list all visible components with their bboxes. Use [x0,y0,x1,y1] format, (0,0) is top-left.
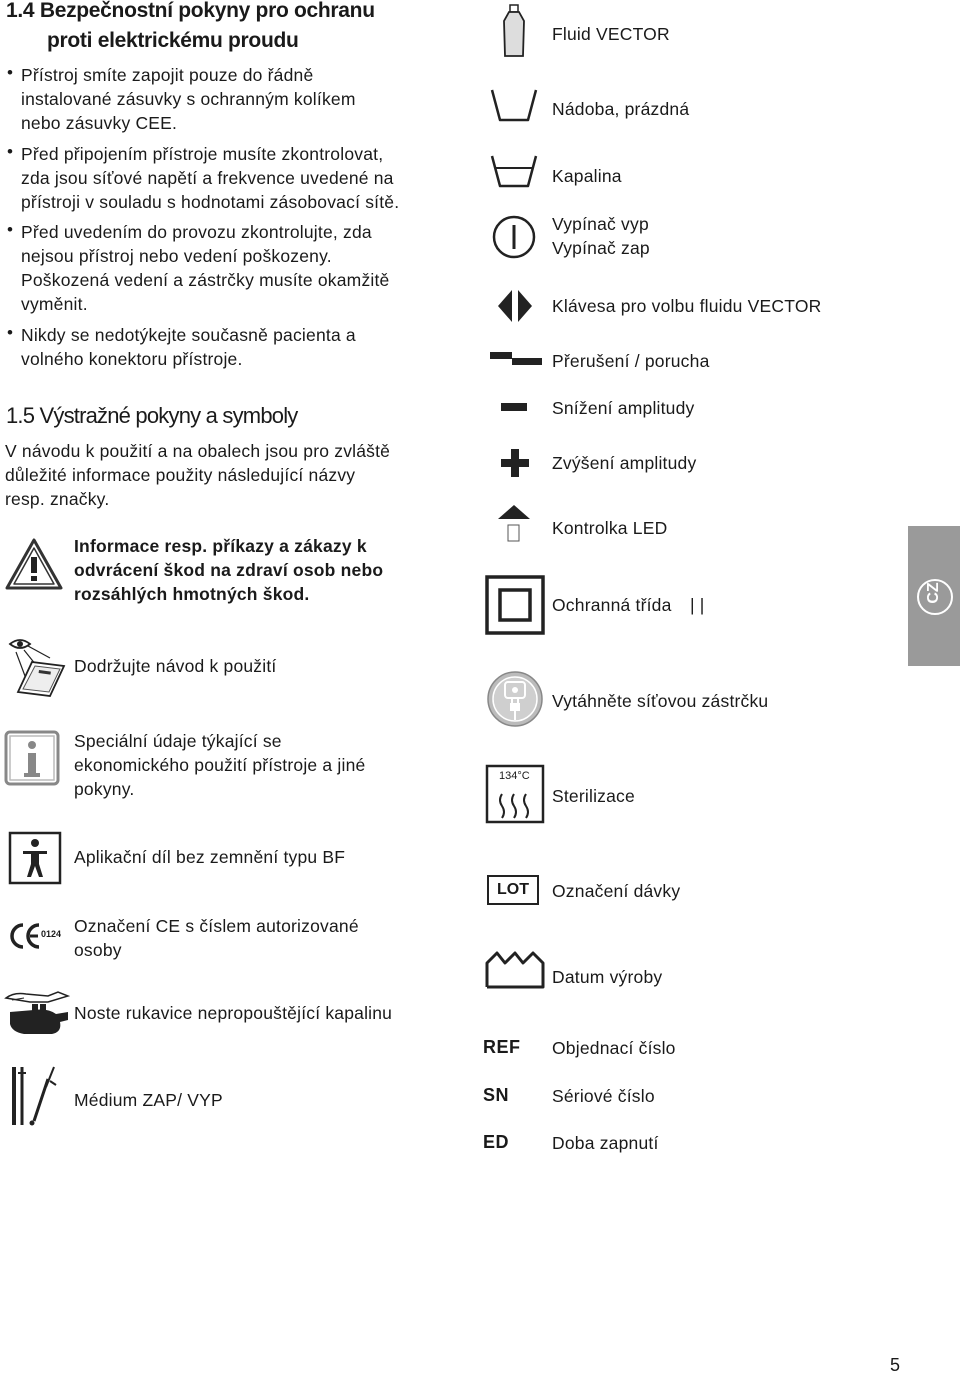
plus-icon [501,449,529,477]
medium-on-off-icon [8,1065,60,1127]
increase-text: Zvýšení amplitudy [552,453,697,473]
fluid-key-icon [496,288,534,324]
protection-class-mark: | | [690,595,705,615]
led-indicator-icon [494,503,534,545]
info-text: Speciální údaje týkající se ekonomického použití přístroje a jiné pokyny. [74,731,366,799]
fluid-bottle-icon [500,3,528,59]
ref-code: REF [483,1037,521,1057]
section-1-5-title: 1.5 Výstražné pokyny a symboly [6,403,298,428]
container-empty-icon [490,88,538,124]
unplug-text: Vytáhněte síťovou zástrčku [552,691,769,711]
warning-triangle-icon [4,537,64,591]
container-liquid-icon [490,154,538,190]
bf-applied-part-icon [8,831,62,885]
gloves-text: Noste rukavice nepropouštějící kapalinu [74,1003,393,1023]
bullet-dot: • [7,220,13,239]
protection-class-icon [485,575,545,635]
protection-class-text: Ochranná třída [552,595,672,615]
section-1-4-title: 1.4 Bezpečnostní pokyny pro ochranu [6,0,375,22]
power-switch-icon [490,213,538,261]
switch-text: Vypínač vyp Vypínač zap [552,214,650,258]
bullet-dot: • [7,142,13,161]
bullet-item: Před uvedením do provozu zkontrolujte, zda nejsou přístroj nebo vedení poškozeny. Poškozená vedení a zástrčky musíte okamžitě vyměnit. [21,222,390,314]
page-number: 5 [890,1355,901,1375]
info-icon [4,730,60,786]
manual-text: Dodržujte návod k použití [74,656,277,676]
bullet-dot: • [7,63,13,82]
language-tab-label: CZ [925,582,942,604]
section-1-5-intro: V návodu k použití a na obalech jsou pro zvláště důležité informace použity následující názvy resp. značky. [5,441,391,509]
container-liquid-text: Kapalina [552,166,622,186]
read-manual-icon [6,636,66,698]
bf-text: Aplikační díl bez zemnění typu BF [74,847,346,867]
manufacturing-date-icon [485,947,547,989]
sn-text: Sériové číslo [552,1086,655,1106]
bullet-item: Přístroj smíte zapojit pouze do řádně instalované zásuvky s ochranným kolíkem nebo zásuvky CEE. [21,65,356,133]
lot-text: Označení dávky [552,881,681,901]
lot-icon: LOT [487,875,539,905]
warning-text: Informace resp. příkazy a zákazy k odvrácení škod na zdraví osob nebo rozsáhlých hmotných škod. [74,536,384,604]
fluid-key-text: Klávesa pro volbu fluidu VECTOR [552,296,822,316]
bullet-dot: • [7,323,13,342]
sn-code: SN [483,1085,510,1105]
sterilization-temp: 134°C [499,770,530,782]
gloves-icon [4,990,70,1036]
decrease-text: Snížení amplitudy [552,398,695,418]
sterilization-text: Sterilizace [552,786,635,806]
unplug-icon [486,670,544,728]
minus-icon [501,402,527,412]
ed-text: Doba zapnutí [552,1133,659,1153]
bullet-item: Před připojením přístroje musíte zkontrolovat, zda jsou síťové napětí a frekvence uvedené na přístroji v souladu s hodnotami zásobovací sítě. [21,144,400,212]
bullet-item: Nikdy se nedotýkejte současně pacienta a volného konektoru přístroje. [21,325,356,369]
ref-text: Objednací číslo [552,1038,676,1058]
ce-text: Označení CE s číslem autorizované osoby [74,916,359,960]
fluid-text: Fluid VECTOR [552,24,670,44]
ed-code: ED [483,1132,510,1152]
led-text: Kontrolka LED [552,518,668,538]
medium-text: Médium ZAP/ VYP [74,1090,223,1110]
fault-icon [490,350,542,368]
ce-number: 0124 [41,929,62,939]
fault-text: Přerušení / porucha [552,351,710,371]
language-tab [908,526,960,666]
container-empty-text: Nádoba, prázdná [552,99,690,119]
section-1-4-title-line2: proti elektrickému proudu [47,29,299,52]
manufacturing-date-text: Datum výroby [552,967,663,987]
